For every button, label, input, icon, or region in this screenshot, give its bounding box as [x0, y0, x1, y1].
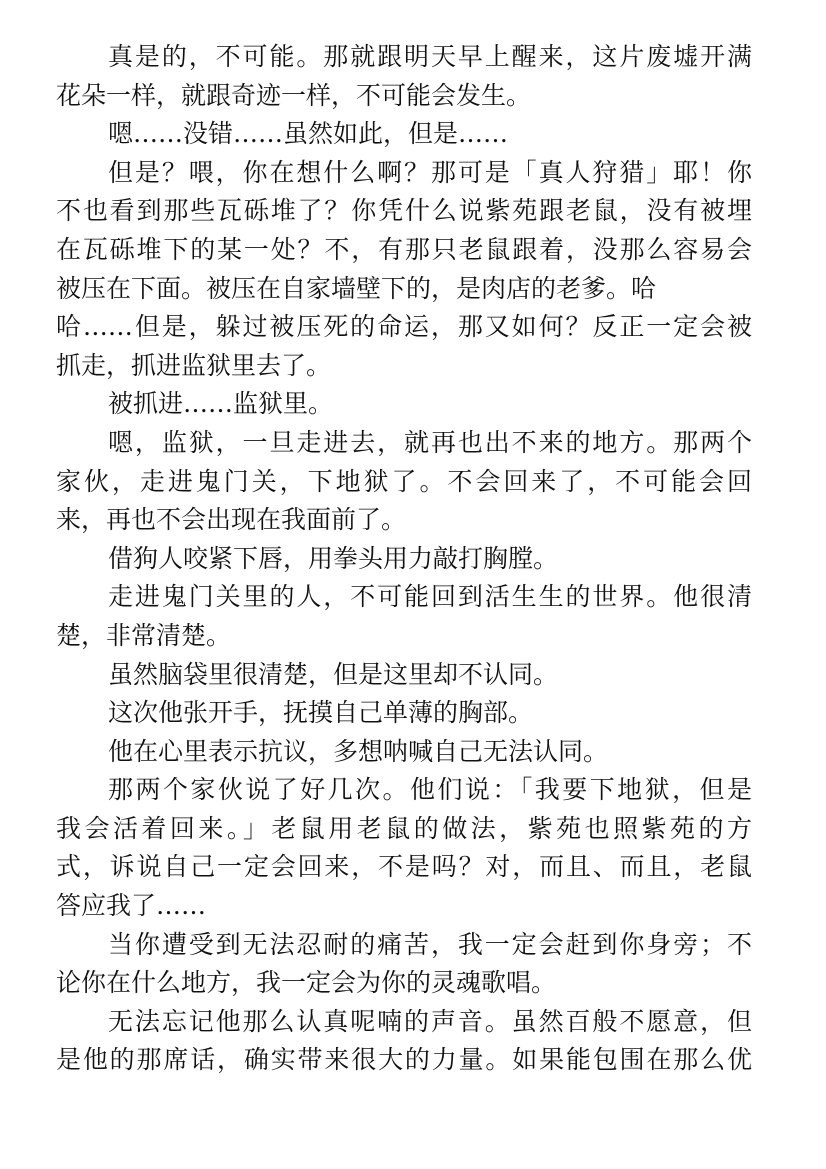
text-line-21: 我会活着回来。」老鼠用老鼠的做法，紫苑也照紫苑的方: [56, 813, 752, 843]
text-line-5: 不也看到那些瓦砾堆了？你凭什么说紫苑跟老鼠，没有被埋: [56, 196, 752, 226]
text-line-17: 虽然脑袋里很清楚，但是这里却不认同。: [108, 659, 559, 689]
text-line-3: 嗯……没错……虽然如此，但是……: [108, 119, 509, 149]
text-line-6: 在瓦砾堆下的某一处？不，有那只老鼠跟着，没那么容易会: [56, 234, 752, 264]
text-line-4: 但是？喂，你在想什么啊？那可是「真人狩猎」耶！你: [108, 157, 752, 187]
text-line-15: 走进鬼门关里的人，不可能回到活生生的世界。他很清: [108, 582, 752, 612]
text-line-20: 那两个家伙说了好几次。他们说：「我要下地狱，但是: [108, 775, 752, 805]
text-line-25: 论你在什么地方，我一定会为你的灵魂歌唱。: [56, 968, 557, 998]
text-line-18: 这次他张开手，抚摸自己单薄的胸部。: [108, 698, 534, 728]
text-line-27: 是他的那席话，确实带来很大的力量。如果能包围在那么优: [56, 1045, 752, 1075]
document-page: [56, 38, 752, 1080]
text-line-14: 借狗人咬紧下唇，用拳头用力敲打胸膛。: [108, 543, 559, 573]
text-line-9: 抓走，抓进监狱里去了。: [56, 350, 332, 380]
text-line-11: 嗯，监狱，一旦走进去，就再也出不来的地方。那两个: [108, 427, 752, 457]
text-line-2: 花朵一样，就跟奇迹一样，不可能会发生。: [56, 80, 532, 110]
text-line-1: 真是的，不可能。那就跟明天早上醒来，这片废墟开满: [108, 42, 752, 71]
text-line-26: 无法忘记他那么认真呢喃的声音。虽然百般不愿意，但: [108, 1006, 752, 1036]
text-line-19: 他在心里表示抗议，多想呐喊自己无法认同。: [108, 736, 609, 766]
text-line-16: 楚，非常清楚。: [56, 620, 232, 650]
text-line-7: 被压在下面。被压在自家墙壁下的，是肉店的老爹。哈: [56, 273, 657, 303]
text-line-12: 家伙，走进鬼门关，下地狱了。不会回来了，不可能会回: [56, 466, 752, 496]
text-line-24: 当你遭受到无法忍耐的痛苦，我一定会赶到你身旁；不: [108, 929, 752, 959]
text-line-8: 哈……但是，躲过被压死的命运，那又如何？反正一定会被: [56, 312, 752, 342]
text-line-22: 式，诉说自己一定会回来，不是吗？对，而且、而且，老鼠: [56, 852, 752, 882]
text-line-23: 答应我了……: [56, 891, 207, 921]
text-line-10: 被抓进……监狱里。: [108, 389, 334, 419]
text-line-13: 来，再也不会出现在我面前了。: [56, 505, 407, 535]
